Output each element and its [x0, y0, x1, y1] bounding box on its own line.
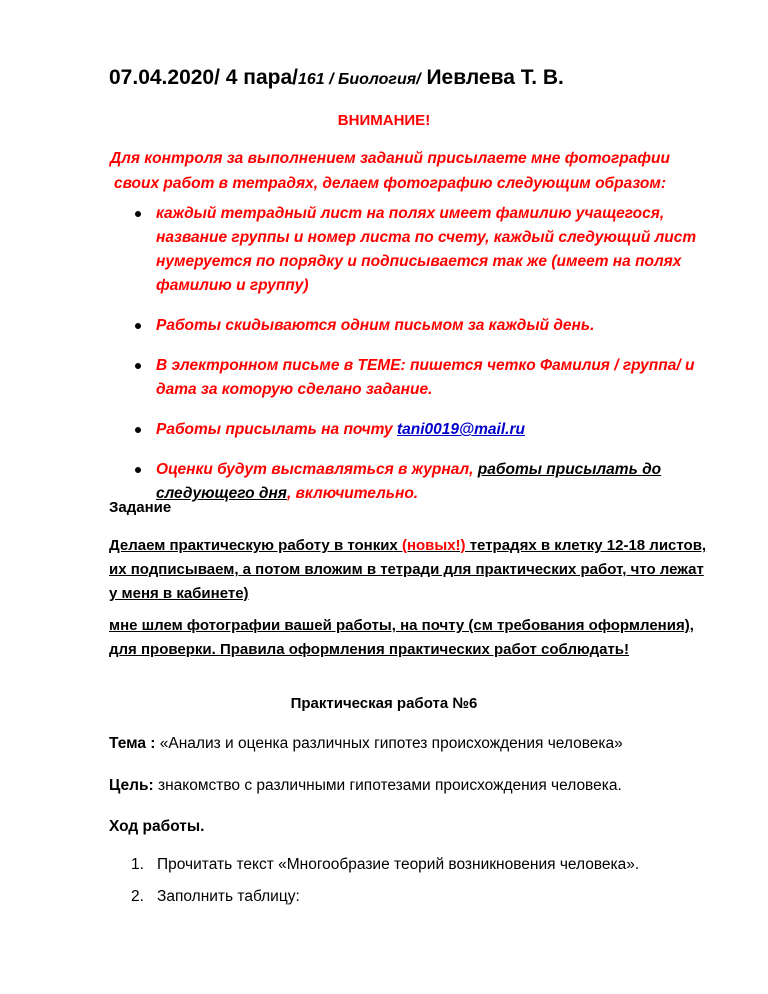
topic-text: «Анализ и оценка различных гипотез происхождения человека» [155, 735, 623, 752]
requirements-list [130, 202, 730, 506]
deadline-underlined: работы присылать до следующего дня [156, 461, 662, 502]
topic-line [109, 732, 709, 756]
goal-line [109, 774, 709, 798]
step-text: Прочитать текст «Многообразие теорий возникновения человека». [157, 856, 640, 873]
bullet-icon [135, 323, 141, 329]
task-p1-start: Делаем практическую работу в тонких [109, 537, 402, 554]
task-paragraph-1 [109, 534, 709, 606]
steps-list [131, 856, 751, 906]
intro-line-1: Для контроля за выполнением заданий присылаете мне фотографии [110, 150, 670, 167]
requirement-text: каждый тетрадный лист на полях имеет фамилию учащегося, название группы и номер листа по счету, каждый следующий лист нумеруется по порядку и подписывается так же (имеет на полях фамилию и группу) [156, 205, 697, 294]
task-paragraph-2: мне шлем фотографии вашей работы, на почту (см требования оформления), для проверки. Правила оформления практических работ соблюдать! [109, 617, 694, 658]
intro-text [110, 146, 670, 196]
goal-label: Цель: [109, 777, 154, 794]
title-teacher: Иевлева Т. В. [420, 66, 564, 89]
task-p1-end: тетрадях в клетку 12-18 листов, их подписываем, а потом вложим в тетради для практических работ, что лежат у меня в кабинете) [109, 537, 707, 602]
warning-heading: ВНИМАНИЕ! [337, 112, 431, 129]
title-group-subject: 161 / Биология/ [298, 71, 421, 88]
intro-line-2: своих работ в тетрадях, делаем фотографию следующим образом: [113, 175, 667, 192]
task-heading: Задание [109, 499, 172, 516]
bullet-icon [135, 467, 141, 473]
topic-label: Тема : [109, 735, 156, 752]
progress-heading: Ход работы. [109, 818, 205, 835]
requirement-text: Работы присылать на почту [156, 421, 397, 438]
requirement-text: Оценки будут выставляться в журнал, [156, 461, 478, 478]
title-date-pair: 07.04.2020/ 4 пара/ [109, 66, 298, 89]
document-title [109, 66, 564, 90]
requirement-item [130, 314, 730, 338]
step-text: Заполнить таблицу: [157, 888, 300, 905]
requirement-text-end: , включительно. [286, 485, 419, 502]
email-link[interactable]: tani0019@mail.ru [396, 421, 525, 438]
requirement-item [130, 418, 730, 442]
goal-text: знакомство с различными гипотезами происхождения человека. [153, 777, 622, 794]
bullet-icon [135, 363, 141, 369]
bullet-icon [135, 211, 141, 217]
requirement-item [130, 354, 730, 402]
task-p1-highlight: (новых!) [401, 537, 466, 554]
requirement-text: В электронном письме в ТЕМЕ: пишется четко Фамилия / группа/ и дата за которую сделано задание. [156, 357, 695, 398]
step-item [131, 856, 751, 874]
practical-title: Практическая работа №6 [290, 695, 478, 712]
requirement-text: Работы скидываются одним письмом за каждый день. [156, 317, 595, 334]
step-number: 1. [131, 856, 144, 873]
step-number: 2. [131, 888, 144, 905]
bullet-icon [135, 427, 141, 433]
requirement-item [130, 202, 730, 298]
step-item [131, 888, 751, 906]
